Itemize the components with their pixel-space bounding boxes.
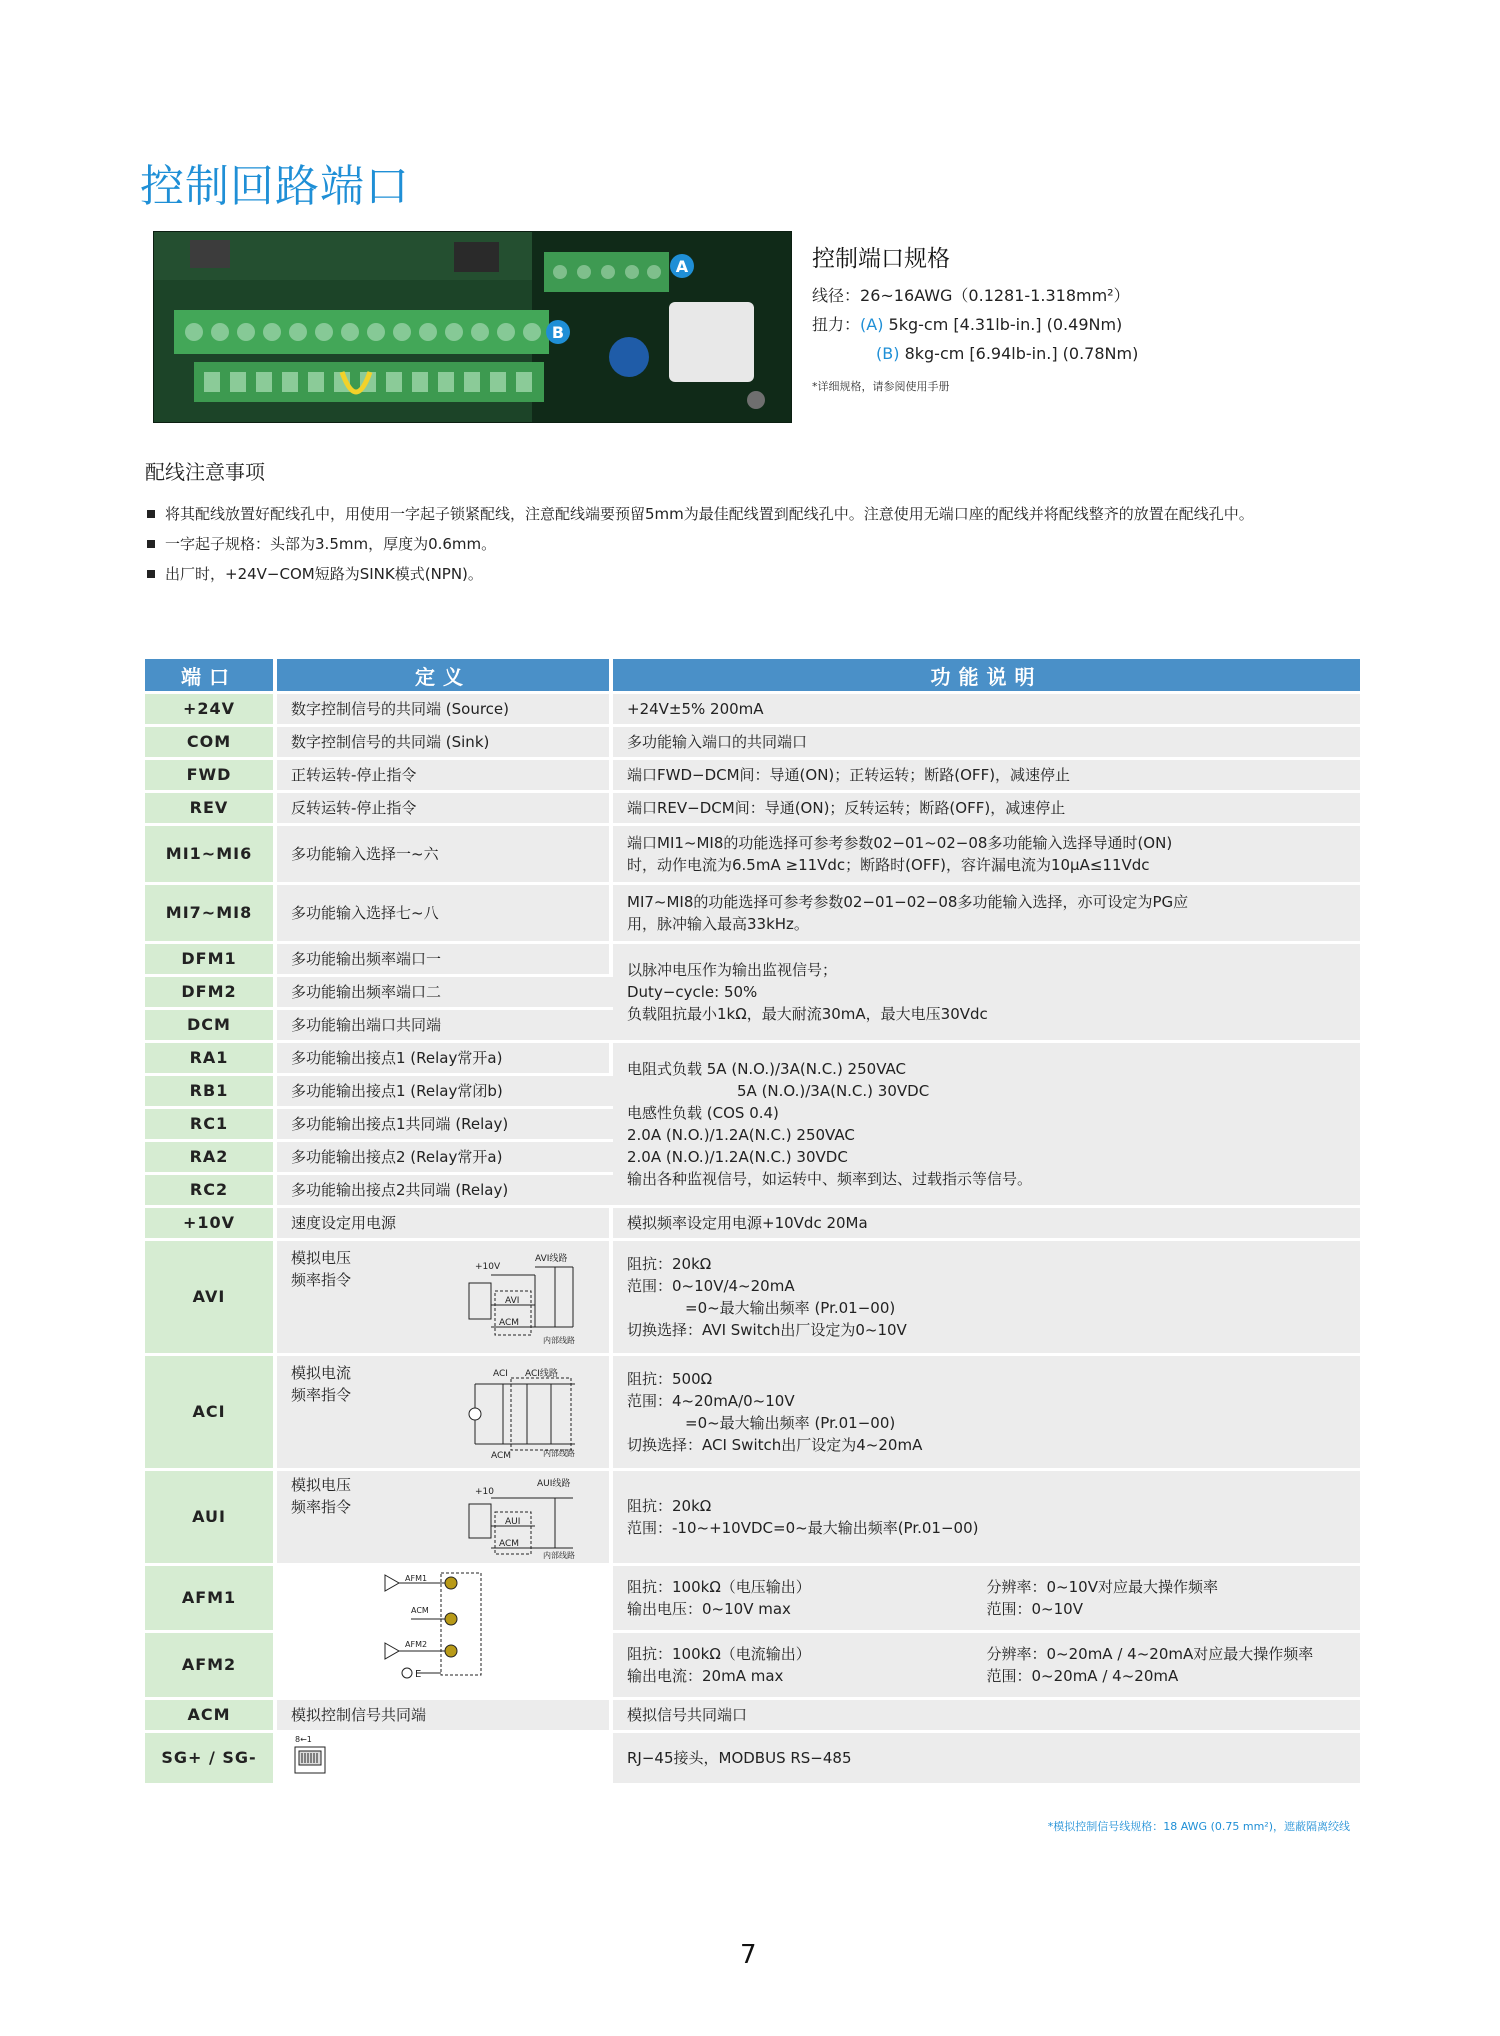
diagram-label: 内部线路 (543, 1336, 575, 1345)
function-line: 范围：0~10V (986, 1600, 1083, 1618)
definition-cell: 多功能输出接点1 (Relay常闭b) (277, 1076, 613, 1106)
wire-value: 26~16AWG（0.1281-1.318mm²） (860, 286, 1130, 305)
control-board-illustration (154, 232, 791, 422)
definition-cell: 多功能输出频率端口一 (277, 944, 613, 974)
function-cell: 模拟信号共同端口 (613, 1700, 1360, 1730)
function-cell: RJ−45接头，MODBUS RS−485 (613, 1733, 1360, 1783)
function-line: 切换选择：ACI Switch出厂设定为4~20mA (627, 1436, 923, 1454)
note-item: 将其配线放置好配线孔中，用使用一字起子锁紧配线，注意配线端要预留5mm为最佳配线置到配线孔中。注意使用无端口座的配线并将配线整齐的放置在配线孔中。 (145, 503, 1365, 525)
aui-circuit-diagram (455, 1474, 595, 1560)
marker-a: A (675, 257, 689, 276)
port-cell: DFM2 (145, 977, 277, 1007)
definition-cell: 速度设定用电源 (277, 1208, 613, 1238)
diagram-label: ACM (499, 1539, 520, 1549)
marker-b: B (551, 323, 565, 342)
wiring-notes (145, 456, 1365, 593)
wire-spec (812, 281, 1462, 310)
function-cell: 多功能输入端口的共同端口 (613, 727, 1360, 757)
function-line: 范围：0~20mA / 4~20mA (986, 1667, 1179, 1685)
page-title: 控制回路端口 (140, 161, 410, 212)
function-cell (613, 826, 1360, 882)
function-cell (613, 885, 1360, 941)
port-cell: DCM (145, 1010, 277, 1040)
port-cell: COM (145, 727, 277, 757)
diagram-label: AFM1 (405, 1573, 428, 1583)
port-cell: AFM1 (145, 1566, 277, 1630)
specs-note: *详细规格，请参阅使用手册 (812, 380, 950, 393)
function-cell (613, 1633, 1360, 1697)
function-cell: 模拟频率设定用电源+10Vdc 20Ma (613, 1208, 1360, 1238)
diagram-label: +10 (475, 1487, 494, 1497)
afm-diagram-cell (277, 1566, 613, 1697)
definition-cell: 数字控制信号的共同端 (Sink) (277, 727, 613, 757)
port-cell: RA2 (145, 1142, 277, 1172)
table-footnote: *模拟控制信号线规格：18 AWG (0.75 mm²)，遮蔽隔离绞线 (1047, 1820, 1350, 1833)
header-port: 端口 (145, 659, 277, 691)
function-cell: 端口FWD−DCM间：导通(ON)；正转运转；断路(OFF)，减速停止 (613, 760, 1360, 790)
notes-heading: 配线注意事项 (145, 460, 265, 484)
rj45-connector-icon (291, 1733, 331, 1777)
function-line: 阻抗：100kΩ（电流输出） (627, 1645, 811, 1663)
port-cell: RB1 (145, 1076, 277, 1106)
afm-circuit-diagram (381, 1569, 511, 1689)
function-cell-dfm-group (613, 944, 1360, 1040)
table-row (145, 944, 1360, 974)
torque-label: 扭力： (812, 315, 861, 334)
diagram-label: 内部线路 (543, 1551, 575, 1560)
definition-line: 模拟电流 (291, 1364, 352, 1382)
definition-cell: 多功能输入选择七~八 (277, 885, 613, 941)
diagram-label: ACM (499, 1318, 520, 1328)
function-cell: +24V±5% 200mA (613, 694, 1360, 724)
diagram-label: AVI线路 (535, 1254, 568, 1264)
table-row (145, 1471, 1360, 1563)
function-line: 端口MI1~MI8的功能选择可参考参数02−01~02−08多功能输入选择导通时(ON) (627, 834, 1173, 852)
function-cell (613, 1241, 1360, 1353)
svg-text:E: E (415, 1668, 422, 1680)
definition-line: 模拟电压 (291, 1249, 352, 1267)
port-cell: RC1 (145, 1109, 277, 1139)
definition-line: 频率指令 (291, 1271, 352, 1289)
diagram-label: AUI线路 (537, 1479, 571, 1489)
header-definition: 定义 (277, 659, 613, 691)
terminal-table (145, 656, 1360, 1786)
table-row (145, 1241, 1360, 1353)
function-line: 输出各种监视信号，如运转中、频率到达、过载指示等信号。 (627, 1170, 1033, 1188)
definition-cell: 多功能输出接点2共同端 (Relay) (277, 1175, 613, 1205)
diagram-label: ACI线路 (525, 1369, 558, 1379)
function-line: 阻抗：500Ω (627, 1370, 713, 1388)
function-line: 负载阻抗最小1kΩ，最大耐流30mA，最大电压30Vdc (627, 1005, 988, 1023)
definition-line: 频率指令 (291, 1386, 352, 1404)
control-board-photo (153, 231, 792, 423)
function-cell-relay-group (613, 1043, 1360, 1205)
torque-a-spec (812, 310, 1462, 339)
function-line: 输出电流：20mA max (627, 1667, 784, 1685)
function-line: 用，脉冲输入最高33kHz。 (627, 915, 809, 933)
table-row (145, 694, 1360, 724)
note-item: 一字起子规格：头部为3.5mm，厚度为0.6mm。 (145, 533, 1365, 555)
port-cell: DFM1 (145, 944, 277, 974)
function-line: 阻抗：20kΩ (627, 1497, 712, 1515)
table-row (145, 760, 1360, 790)
diagram-label: AUI (505, 1517, 521, 1527)
diagram-label: 8←1 (295, 1735, 312, 1744)
diagram-label: +10V (475, 1262, 501, 1272)
definition-cell: 数字控制信号的共同端 (Source) (277, 694, 613, 724)
table-row (145, 1733, 1360, 1783)
function-cell (613, 1356, 1360, 1468)
torque-b-value: 8kg-cm [6.94lb-in.] (0.78Nm) (904, 344, 1139, 363)
note-item: 出厂时，+24V−COM短路为SINK模式(NPN)。 (145, 563, 1365, 585)
table-row (145, 1700, 1360, 1730)
torque-b-tag: (B) (876, 344, 900, 363)
function-line: Duty−cycle: 50% (627, 983, 758, 1001)
definition-cell: 多功能输出端口共同端 (277, 1010, 613, 1040)
port-cell: AFM2 (145, 1633, 277, 1697)
definition-cell (277, 1356, 613, 1468)
definition-cell: 多功能输入选择一~六 (277, 826, 613, 882)
function-line: =0~最大输出频率 (Pr.01−00) (685, 1299, 896, 1317)
function-line: 分辨率：0~10V对应最大操作频率 (986, 1578, 1218, 1596)
function-line: 5A (N.O.)/3A(N.C.) 30VDC (737, 1082, 930, 1100)
function-cell: 端口REV−DCM间：导通(ON)；反转运转；断路(OFF)，减速停止 (613, 793, 1360, 823)
function-cell (613, 1471, 1360, 1563)
definition-cell: 多功能输出接点1共同端 (Relay) (277, 1109, 613, 1139)
header-function: 功能说明 (613, 659, 1360, 691)
wire-label: 线径： (812, 286, 861, 305)
torque-b-spec (812, 339, 1462, 368)
function-line: 范围：0~10V/4~20mA (627, 1277, 795, 1295)
function-line: 2.0A (N.O.)/1.2A(N.C.) 30VDC (627, 1148, 848, 1166)
definition-cell: 反转运转-停止指令 (277, 793, 613, 823)
function-line: =0~最大输出频率 (Pr.01−00) (685, 1414, 896, 1432)
definition-cell: 模拟控制信号共同端 (277, 1700, 613, 1730)
table-row (145, 1208, 1360, 1238)
aci-circuit-diagram (455, 1362, 595, 1462)
diagram-label: 内部线路 (543, 1449, 575, 1458)
definition-line: 频率指令 (291, 1498, 352, 1516)
port-cell: FWD (145, 760, 277, 790)
port-cell: +24V (145, 694, 277, 724)
port-cell: RA1 (145, 1043, 277, 1073)
port-cell: +10V (145, 1208, 277, 1238)
torque-a-value: 5kg-cm [4.31lb-in.] (0.49Nm) (888, 315, 1123, 334)
diagram-label: ACI (493, 1369, 508, 1379)
port-cell: SG+ / SG- (145, 1733, 277, 1783)
diagram-label: ACM (411, 1605, 429, 1615)
port-cell: REV (145, 793, 277, 823)
function-cell (613, 1566, 1360, 1630)
function-line: 2.0A (N.O.)/1.2A(N.C.) 250VAC (627, 1126, 855, 1144)
diagram-label: AVI (505, 1296, 520, 1306)
table-row (145, 1356, 1360, 1468)
definition-cell: 正转运转-停止指令 (277, 760, 613, 790)
diagram-label: AFM2 (405, 1639, 428, 1649)
port-cell: MI1~MI6 (145, 826, 277, 882)
port-cell: ACI (145, 1356, 277, 1468)
specs-heading: 控制端口规格 (812, 246, 950, 272)
table-row (145, 885, 1360, 941)
table-row (145, 1566, 1360, 1630)
function-line: 分辨率：0~20mA / 4~20mA对应最大操作频率 (986, 1645, 1314, 1663)
definition-cell: 多功能输出接点2 (Relay常开a) (277, 1142, 613, 1172)
function-line: 范围：4~20mA/0~10V (627, 1392, 795, 1410)
definition-cell: 多功能输出接点1 (Relay常开a) (277, 1043, 613, 1073)
table-row (145, 727, 1360, 757)
table-row (145, 1043, 1360, 1073)
function-line: 输出电压：0~10V max (627, 1600, 791, 1618)
diagram-label: ACM (491, 1451, 512, 1461)
specs-block (812, 240, 1462, 394)
port-cell: AUI (145, 1471, 277, 1563)
definition-line: 模拟电压 (291, 1476, 352, 1494)
definition-cell: 多功能输出频率端口二 (277, 977, 613, 1007)
function-line: 电阻式负载 5A (N.O.)/3A(N.C.) 250VAC (627, 1060, 906, 1078)
port-cell: AVI (145, 1241, 277, 1353)
function-line: 切换选择：AVI Switch出厂设定为0~10V (627, 1321, 907, 1339)
avi-circuit-diagram (455, 1247, 595, 1347)
definition-cell (277, 1241, 613, 1353)
definition-cell (277, 1471, 613, 1563)
port-cell: RC2 (145, 1175, 277, 1205)
torque-a-tag: (A) (860, 315, 884, 334)
rj45-diagram-cell (277, 1733, 613, 1783)
function-line: 阻抗：100kΩ（电压输出） (627, 1578, 811, 1596)
function-line: 时，动作电流为6.5mA ≥11Vdc；断路时(OFF)，容许漏电流为10μA≤11Vdc (627, 856, 1150, 874)
function-line: 以脉冲电压作为输出监视信号； (627, 961, 838, 979)
port-cell: MI7~MI8 (145, 885, 277, 941)
table-row (145, 793, 1360, 823)
page-number: 7 (740, 1940, 757, 1970)
function-line: MI7~MI8的功能选择可参考参数02−01−02−08多功能输入选择，亦可设定为PG应 (627, 893, 1189, 911)
function-line: 范围：-10~+10VDC=0~最大输出频率(Pr.01−00) (627, 1519, 979, 1537)
port-cell: ACM (145, 1700, 277, 1730)
table-row (145, 826, 1360, 882)
function-line: 阻抗：20kΩ (627, 1255, 712, 1273)
function-line: 电感性负载 (COS 0.4) (627, 1104, 779, 1122)
